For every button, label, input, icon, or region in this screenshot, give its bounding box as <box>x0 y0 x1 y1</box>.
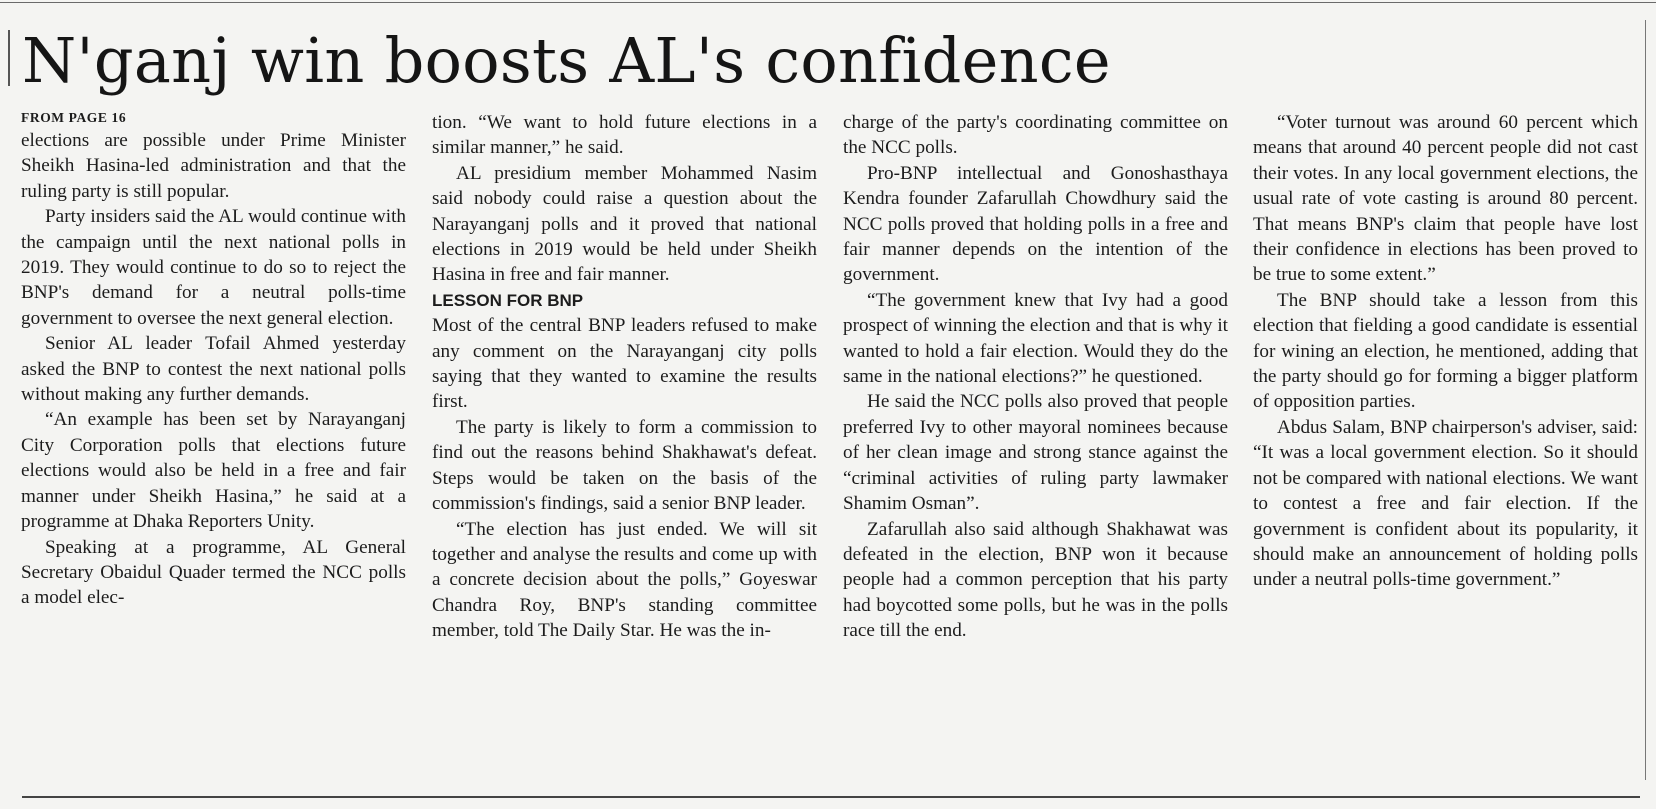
headline-left-rule <box>8 30 10 86</box>
column-2 <box>432 110 817 794</box>
paragraph: AL presidium member Mohammed Nasim said nobody could raise a question about the Narayanganj polls and it proved that national elections in 2019 would be held under Sheikh Hasina in free and fair manner. <box>432 162 817 286</box>
top-rule <box>0 2 1656 3</box>
paragraph: Party insiders said the AL would continue with the campaign until the next national polls in 2019. They would continue to do so to reject the BNP's demand for a neutral polls-time government to oversee the next general election. <box>21 206 406 329</box>
paragraph: Zafarullah also said although Shakhawat was defeated in the election, BNP won it because people had a common perception that his party had boycotted some polls, but he was in the polls race till the end. <box>843 518 1228 642</box>
paragraph: He said the NCC polls also proved that people preferred Ivy to other mayoral nominees because of her clean image and strong stance against the “criminal activities of ruling party lawmaker Shamim Osman”. <box>843 391 1228 515</box>
paragraph: “Voter turnout was around 60 percent which means that around 40 percent people did not cast their votes. In any local government elections, the usual rate of vote casting is around 80 percent. That means BNP's claim that people have lost their confidence in elections has been proved to be true to some extent.” <box>1253 112 1638 286</box>
paragraph: charge of the party's coordinating committee on the NCC polls. <box>843 112 1228 159</box>
paragraph: Most of the central BNP leaders refused to make any comment on the Narayanganj city polls saying that they wanted to examine the results first. <box>432 315 817 413</box>
paragraph: Pro-BNP intellectual and Gonoshasthaya Kendra founder Zafarullah Chowdhury said the NCC polls proved that holding polls in a free and fair manner depends on the intention of the government. <box>843 162 1228 286</box>
paragraph: The party is likely to form a commission to find out the reasons behind Shakhawat's defeat. Steps would be taken on the basis of the commission's findings, said a senior BNP leader. <box>432 416 817 515</box>
right-rule <box>1645 20 1646 780</box>
paragraph: Senior AL leader Tofail Ahmed yesterday asked the BNP to contest the next national polls without making any further demands. <box>21 333 406 406</box>
paragraph: “An example has been set by Narayanganj City Corporation polls that elections future elections would also be held in a free and fair manner under Sheikh Hasina,” he said at a programme at Dhaka Reporters Unity. <box>21 409 406 533</box>
paragraph: “The election has just ended. We will sit together and analyse the results and come up with a concrete decision about the polls,” Goyeswar Chandra Roy, BNP's standing committee member, told The Daily Star. He was the in- <box>432 518 817 642</box>
kicker-from-page: FROM PAGE 16 <box>21 110 127 125</box>
subhead-lesson-for-bnp: LESSON FOR BNP <box>432 290 584 310</box>
column-4 <box>1253 110 1638 794</box>
paragraph: tion. “We want to hold future elections in a similar manner,” he said. <box>432 112 817 159</box>
column-1 <box>21 110 406 794</box>
paragraph: Abdus Salam, BNP chairperson's adviser, said: “It was a local government election. So it should not be compared with national elections. We want to contest a free and fair election. If the government is confident about its popularity, it should make an announcement of holding polls under a neutral polls-time government.” <box>1253 416 1638 591</box>
paragraph: “The government knew that Ivy had a good prospect of winning the election and that is why it wanted to hold a fair election. Would they do the same in the national elections?” he questioned. <box>843 289 1228 388</box>
column-3 <box>843 110 1228 794</box>
paragraph: elections are possible under Prime Minister Sheikh Hasina-led administration and that the ruling party is still popular. <box>21 130 406 202</box>
bottom-rule <box>22 796 1640 798</box>
headline: N'ganj win boosts AL's confidence <box>22 24 1111 97</box>
paragraph: Speaking at a programme, AL General Secretary Obaidul Quader termed the NCC polls a model elec- <box>21 536 406 609</box>
paragraph: The BNP should take a lesson from this election that fielding a good candidate is essential for wining an election, he mentioned, adding that the party should go for forming a bigger platform of opposition parties. <box>1253 289 1638 413</box>
